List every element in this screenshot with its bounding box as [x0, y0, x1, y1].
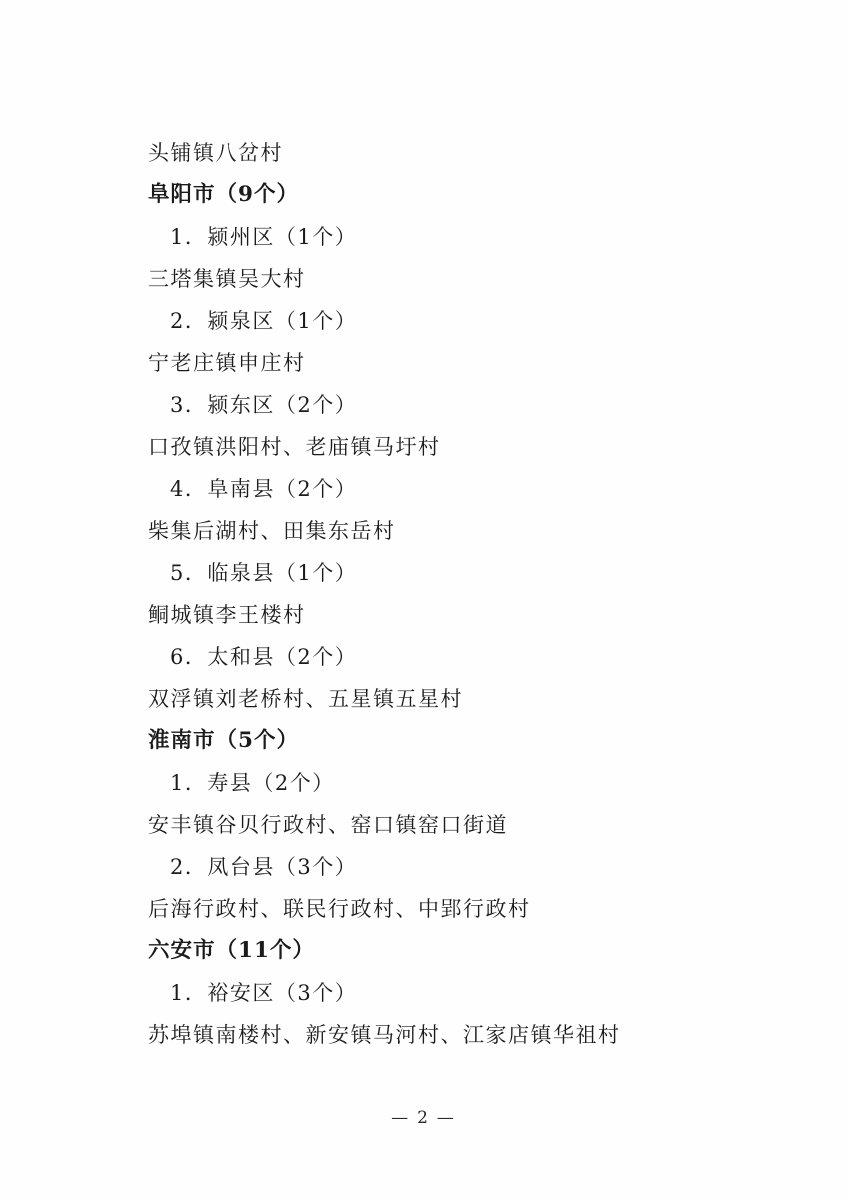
city-heading: 阜阳市（9个） — [148, 182, 299, 207]
village-list: 后海行政村、联民行政村、中郢行政村 — [148, 897, 531, 921]
district-item: 3．颍东区（2个） — [170, 393, 358, 417]
village-list: 柴集后湖村、田集东岳村 — [148, 519, 396, 543]
village-list: 宁老庄镇申庄村 — [148, 351, 306, 375]
district-item: 2．凤台县（3个） — [170, 855, 358, 879]
village-list: 三塔集镇吴大村 — [148, 267, 306, 291]
district-item: 2．颍泉区（1个） — [170, 309, 358, 333]
city-heading: 淮南市（5个） — [148, 728, 299, 753]
village-list: 口孜镇洪阳村、老庙镇马圩村 — [148, 435, 441, 459]
village-list: 双浮镇刘老桥村、五星镇五星村 — [148, 687, 463, 711]
district-item: 1．颍州区（1个） — [170, 225, 358, 249]
text-line: 头铺镇八岔村 — [148, 141, 283, 165]
page-number-value: 2 — [417, 1108, 431, 1128]
district-item: 6．太和县（2个） — [170, 645, 358, 669]
document-body — [148, 132, 708, 1056]
district-item: 5．临泉县（1个） — [170, 561, 358, 585]
page-number-prefix: — — [391, 1108, 412, 1128]
district-item: 4．阜南县（2个） — [170, 477, 358, 501]
village-list: 鲖城镇李王楼村 — [148, 603, 306, 627]
village-list: 苏埠镇南楼村、新安镇马河村、江家店镇华祖村 — [148, 1023, 621, 1047]
city-heading: 六安市（11个） — [148, 938, 315, 963]
district-item: 1．寿县（2个） — [170, 771, 335, 795]
page-number — [0, 1108, 848, 1128]
page-number-suffix: — — [436, 1108, 457, 1128]
district-item: 1．裕安区（3个） — [170, 981, 358, 1005]
village-list: 安丰镇谷贝行政村、窑口镇窑口街道 — [148, 813, 508, 837]
